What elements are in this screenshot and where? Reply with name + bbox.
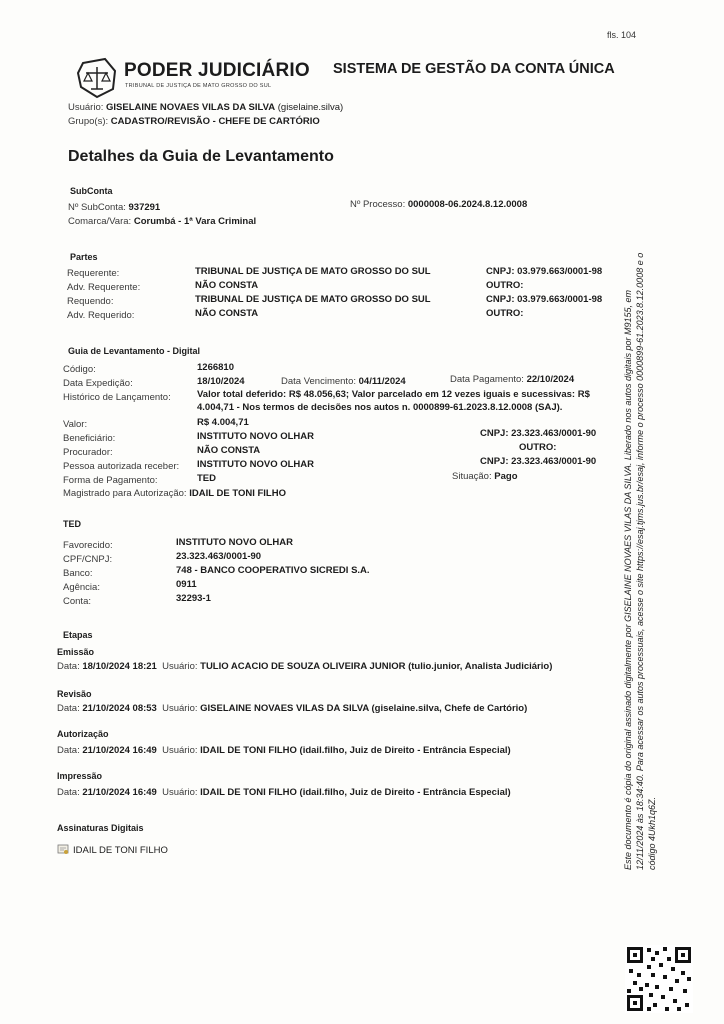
magistrado-label: Magistrado para Autorização: bbox=[63, 488, 187, 499]
court-coat-of-arms-logo bbox=[75, 57, 119, 99]
parte-value: NÃO CONSTA bbox=[195, 280, 259, 291]
vencimento-label: Data Vencimento: bbox=[281, 376, 356, 387]
vencimento-line bbox=[281, 376, 406, 387]
magistrado-value: IDAIL DE TONI FILHO bbox=[189, 488, 286, 499]
etapa-usuario-value: IDAIL DE TONI FILHO (idail.filho, Juiz de Direito - Entrância Especial) bbox=[200, 745, 511, 756]
subconta-number-label: Nº SubConta: bbox=[68, 202, 126, 213]
etapa-data-value: 21/10/2024 16:49 bbox=[82, 745, 157, 756]
parte-value: TRIBUNAL DE JUSTIÇA DE MATO GROSSO DO SUL bbox=[195, 266, 431, 277]
ted-value: INSTITUTO NOVO OLHAR bbox=[176, 537, 293, 548]
subconta-number-line bbox=[68, 202, 160, 213]
beneficiario-doc: CNPJ: 23.323.463/0001-90 bbox=[480, 428, 597, 439]
etapa-title: Autorização bbox=[57, 729, 109, 739]
beneficiario-label: Beneficiário: bbox=[63, 433, 116, 444]
etapa-title: Revisão bbox=[57, 689, 92, 699]
brand-title: PODER JUDICIÁRIO bbox=[124, 60, 310, 81]
parte-doc: CNPJ: 03.979.663/0001-98 bbox=[486, 294, 603, 305]
pessoa-autorizada-label: Pessoa autorizada receber: bbox=[63, 461, 180, 472]
parte-label: Requerente: bbox=[67, 268, 120, 279]
ted-label: Agência: bbox=[63, 582, 100, 593]
partes-section-title: Partes bbox=[70, 252, 98, 262]
etapa-line bbox=[57, 703, 527, 714]
parte-value: TRIBUNAL DE JUSTIÇA DE MATO GROSSO DO SUL bbox=[195, 294, 431, 305]
pagamento-label: Data Pagamento: bbox=[450, 374, 524, 385]
codigo-label: Código: bbox=[63, 364, 96, 375]
guia-section-title: Guia de Levantamento - Digital bbox=[68, 346, 201, 356]
pagamento-value: 22/10/2024 bbox=[526, 374, 575, 385]
parte-label: Adv. Requerente: bbox=[67, 282, 141, 293]
ted-value: 23.323.463/0001-90 bbox=[176, 551, 262, 562]
situacao-value: Pago bbox=[494, 471, 518, 482]
subconta-section-title: SubConta bbox=[70, 186, 113, 196]
etapa-title: Emissão bbox=[57, 647, 95, 657]
digital-signature-side-note: Este documento é cópia do original assinado digitalmente por GISELAINE NOVAES VILAS DA SILVA. Liberado nos autos digitais por M9155, em 12/11/2024 às 18:34:40. Para acessar os autos processuais, acesse o site https://esaj.tjms.jus.br/esaj, informe o processo 0000899-61.2023.8.12.0008 e o código 4Ukh1q6Z. bbox=[623, 252, 657, 870]
historico-line-2: 4.004,71 - Nos termos de decisões nos autos n. 0000899-61.2023.8.12.0008 (SAJ). bbox=[197, 402, 563, 413]
parte-doc: OUTRO: bbox=[486, 308, 524, 319]
user-login: (giselaine.silva) bbox=[277, 102, 344, 113]
pagamento-line bbox=[450, 374, 574, 385]
etapa-data-value: 21/10/2024 16:49 bbox=[82, 787, 157, 798]
etapa-line bbox=[57, 787, 511, 798]
parte-label: Requendo: bbox=[67, 296, 114, 307]
assinaturas-section-title: Assinaturas Digitais bbox=[57, 823, 144, 833]
forma-pagamento-label: Forma de Pagamento: bbox=[63, 475, 158, 486]
valor-value: R$ 4.004,71 bbox=[197, 417, 249, 428]
codigo-value: 1266810 bbox=[197, 362, 234, 373]
situacao-label: Situação: bbox=[452, 471, 492, 482]
etapa-line bbox=[57, 661, 552, 672]
pessoa-autorizada-doc: CNPJ: 23.323.463/0001-90 bbox=[480, 456, 597, 467]
ted-value: 0911 bbox=[176, 579, 197, 590]
user-name: GISELAINE NOVAES VILAS DA SILVA bbox=[106, 102, 276, 113]
beneficiario-value: INSTITUTO NOVO OLHAR bbox=[197, 431, 314, 442]
procurador-label: Procurador: bbox=[63, 447, 113, 458]
historico-label: Histórico de Lançamento: bbox=[63, 392, 171, 403]
parte-label: Adv. Requerido: bbox=[67, 310, 135, 321]
etapas-section-title: Etapas bbox=[63, 630, 93, 640]
qr-code bbox=[625, 945, 693, 1013]
ted-value: 748 - BANCO COOPERATIVO SICREDI S.A. bbox=[176, 565, 370, 576]
ted-label: CPF/CNPJ: bbox=[63, 554, 113, 565]
procurador-doc: OUTRO: bbox=[519, 442, 557, 453]
etapa-data-value: 21/10/2024 08:53 bbox=[82, 703, 157, 714]
user-label: Usuário: bbox=[68, 102, 104, 113]
etapa-line bbox=[57, 745, 511, 756]
etapa-usuario-value: IDAIL DE TONI FILHO (idail.filho, Juiz de Direito - Entrância Especial) bbox=[200, 787, 511, 798]
parte-doc: OUTRO: bbox=[486, 280, 524, 291]
etapa-data-label: Data: bbox=[57, 703, 80, 714]
etapa-data-label: Data: bbox=[57, 661, 80, 672]
processo-label: Nº Processo: bbox=[350, 199, 406, 210]
etapa-data-label: Data: bbox=[57, 787, 80, 798]
situacao-line bbox=[452, 471, 518, 482]
page-number: fls. 104 bbox=[607, 30, 637, 40]
etapa-data-value: 18/10/2024 18:21 bbox=[82, 661, 157, 672]
user-line bbox=[68, 102, 343, 113]
magistrado-line bbox=[63, 488, 286, 499]
parte-doc: CNPJ: 03.979.663/0001-98 bbox=[486, 266, 603, 277]
signature-certificate-icon bbox=[57, 843, 69, 855]
historico-line-1: Valor total deferido: R$ 48.056,63; Valor parcelado em 12 vezes iguais e sucessivas: R$ bbox=[197, 389, 590, 400]
ted-label: Favorecido: bbox=[63, 540, 113, 551]
brand-subtitle: TRIBUNAL DE JUSTIÇA DE MATO GROSSO DO SUL bbox=[125, 83, 272, 89]
processo-line bbox=[350, 199, 527, 210]
etapa-usuario-label: Usuário: bbox=[162, 745, 198, 756]
pessoa-autorizada-value: INSTITUTO NOVO OLHAR bbox=[197, 459, 314, 470]
ted-section-title: TED bbox=[63, 519, 81, 529]
subconta-number-value: 937291 bbox=[128, 202, 161, 213]
group-line bbox=[68, 116, 320, 127]
etapa-title: Impressão bbox=[57, 771, 103, 781]
comarca-label: Comarca/Vara: bbox=[68, 216, 132, 227]
expedicao-label: Data Expedição: bbox=[63, 378, 133, 389]
processo-value: 0000008-06.2024.8.12.0008 bbox=[407, 199, 528, 210]
etapa-usuario-value: TULIO ACACIO DE SOUZA OLIVEIRA JUNIOR (tulio.junior, Analista Judiciário) bbox=[200, 661, 553, 672]
group-value: CADASTRO/REVISÃO - CHEFE DE CARTÓRIO bbox=[110, 116, 320, 127]
vencimento-value: 04/11/2024 bbox=[358, 376, 406, 387]
ted-value: 32293-1 bbox=[176, 593, 211, 604]
signer-name: IDAIL DE TONI FILHO bbox=[73, 845, 168, 856]
etapa-usuario-value: GISELAINE NOVAES VILAS DA SILVA (giselaine.silva, Chefe de Cartório) bbox=[200, 703, 528, 714]
etapa-usuario-label: Usuário: bbox=[162, 787, 198, 798]
group-label: Grupo(s): bbox=[68, 116, 109, 127]
page-title: Detalhes da Guia de Levantamento bbox=[68, 148, 334, 165]
etapa-usuario-label: Usuário: bbox=[162, 703, 198, 714]
comarca-value: Corumbá - 1ª Vara Criminal bbox=[133, 216, 257, 227]
etapa-data-label: Data: bbox=[57, 745, 80, 756]
expedicao-value: 18/10/2024 bbox=[197, 376, 245, 387]
parte-value: NÃO CONSTA bbox=[195, 308, 259, 319]
comarca-line bbox=[68, 216, 256, 227]
ted-label: Banco: bbox=[63, 568, 93, 579]
system-title: SISTEMA DE GESTÃO DA CONTA ÚNICA bbox=[333, 61, 615, 77]
valor-label: Valor: bbox=[63, 419, 88, 430]
forma-pagamento-value: TED bbox=[197, 473, 216, 484]
ted-label: Conta: bbox=[63, 596, 91, 607]
procurador-value: NÃO CONSTA bbox=[197, 445, 261, 456]
etapa-usuario-label: Usuário: bbox=[162, 661, 198, 672]
